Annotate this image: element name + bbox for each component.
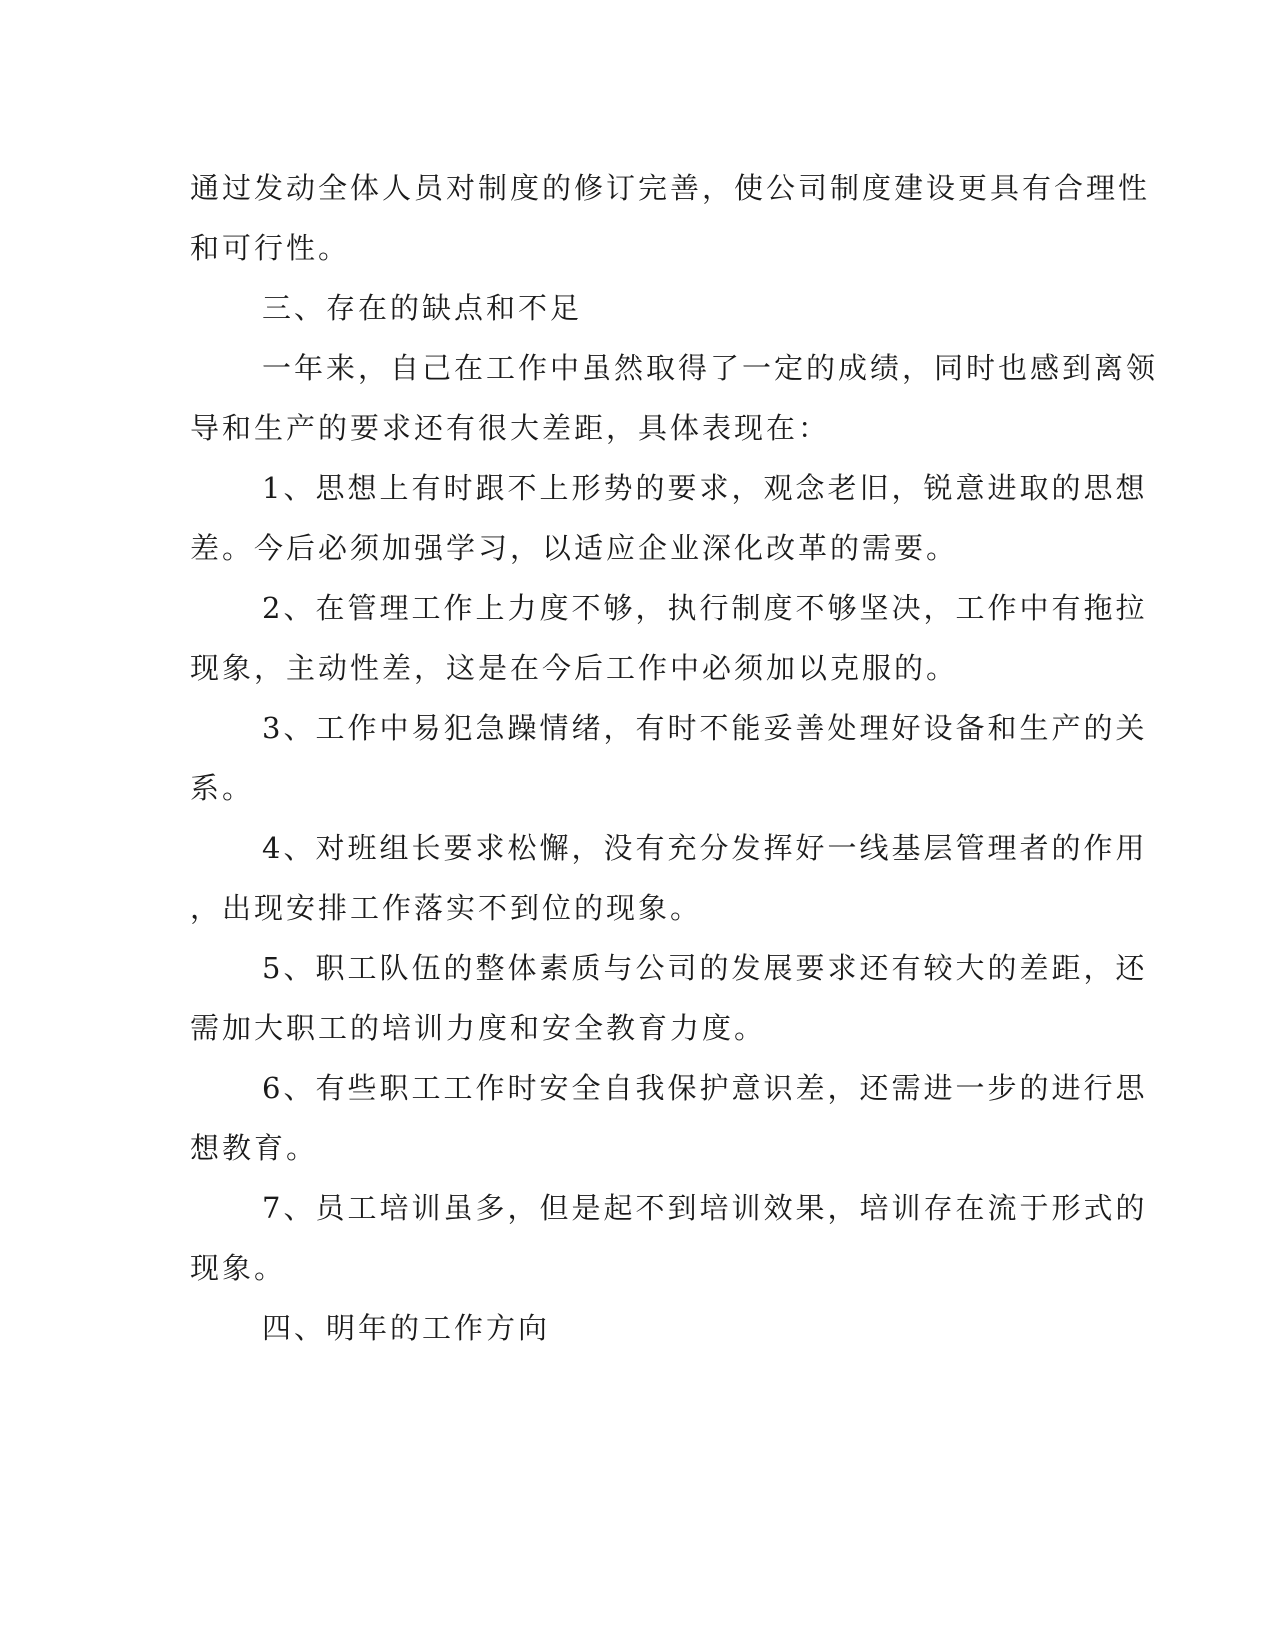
- list-item-line: 想教育。: [190, 1131, 319, 1165]
- list-item-line: 现象。: [190, 1251, 287, 1285]
- section-heading: 四、明年的工作方向: [262, 1311, 551, 1345]
- list-item-line: 2、在管理工作上力度不够，执行制度不够坚决，工作中有拖拉: [262, 591, 1148, 625]
- list-item-line: 5、职工队伍的整体素质与公司的发展要求还有较大的差距，还: [262, 951, 1148, 985]
- paragraph-line: 和可行性。: [190, 231, 351, 265]
- document-body: [190, 158, 1159, 1358]
- list-item-line: 现象，主动性差，这是在今后工作中必须加以克服的。: [190, 651, 959, 685]
- list-item-line: 需加大职工的培训力度和安全教育力度。: [190, 1011, 767, 1045]
- paragraph-line: 一年来，自己在工作中虽然取得了一定的成绩，同时也感到离领: [262, 351, 1159, 385]
- list-item-line: 差。今后必须加强学习，以适应企业深化改革的需要。: [190, 531, 959, 565]
- list-item-line: ，出现安排工作落实不到位的现象。: [190, 891, 703, 925]
- list-item-line: 1、思想上有时跟不上形势的要求，观念老旧，锐意进取的思想: [262, 471, 1148, 505]
- paragraph-line: 通过发动全体人员对制度的修订完善，使公司制度建设更具有合理性: [190, 171, 1151, 205]
- list-item-line: 4、对班组长要求松懈，没有充分发挥好一线基层管理者的作用: [262, 831, 1148, 865]
- list-item-line: 3、工作中易犯急躁情绪，有时不能妥善处理好设备和生产的关: [262, 711, 1148, 745]
- paragraph-line: 导和生产的要求还有很大差距，具体表现在：: [190, 411, 831, 445]
- section-heading: 三、存在的缺点和不足: [262, 291, 583, 325]
- list-item-line: 系。: [190, 771, 255, 805]
- list-item-line: 7、员工培训虽多，但是起不到培训效果，培训存在流于形式的: [262, 1191, 1148, 1225]
- list-item-line: 6、有些职工工作时安全自我保护意识差，还需进一步的进行思: [262, 1071, 1148, 1105]
